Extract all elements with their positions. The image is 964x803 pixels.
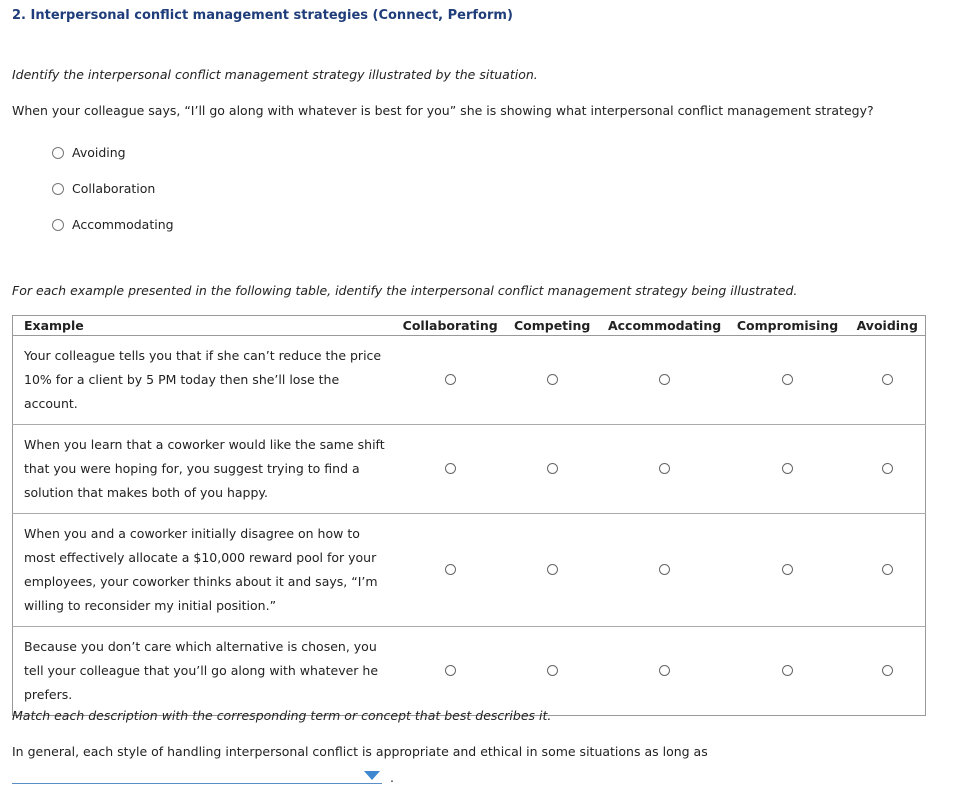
radio-row4-avoiding[interactable] bbox=[882, 665, 893, 676]
header-avoiding: Avoiding bbox=[850, 316, 926, 336]
radio-row3-competing[interactable] bbox=[547, 564, 558, 575]
radio-row1-compromising[interactable] bbox=[782, 374, 793, 385]
radio-row3-collaborating[interactable] bbox=[445, 564, 456, 575]
row4-compromising[interactable] bbox=[726, 627, 850, 716]
radio-row4-accommodating[interactable] bbox=[659, 665, 670, 676]
strategy-table bbox=[12, 315, 926, 716]
row3-competing[interactable] bbox=[501, 514, 604, 627]
radio-row2-accommodating[interactable] bbox=[659, 463, 670, 474]
radio-accommodating[interactable] bbox=[52, 219, 64, 231]
row3-accommodating[interactable] bbox=[604, 514, 726, 627]
radio-row1-accommodating[interactable] bbox=[659, 374, 670, 385]
section3-instruction: Match each description with the corresponding term or concept that best describes it. bbox=[12, 708, 552, 723]
answer-dropdown[interactable] bbox=[12, 767, 382, 784]
radio-avoiding[interactable] bbox=[52, 147, 64, 159]
radio-row2-competing[interactable] bbox=[547, 463, 558, 474]
radio-row2-collaborating[interactable] bbox=[445, 463, 456, 474]
row2-compromising[interactable] bbox=[726, 425, 850, 514]
header-example: Example bbox=[13, 316, 400, 336]
row4-accommodating[interactable] bbox=[604, 627, 726, 716]
section1-instruction: Identify the interpersonal conflict management strategy illustrated by the situation. bbox=[12, 67, 538, 82]
header-competing: Competing bbox=[501, 316, 604, 336]
row3-collaborating[interactable] bbox=[400, 514, 501, 627]
radio-row2-compromising[interactable] bbox=[782, 463, 793, 474]
row2-example: When you learn that a coworker would like the same shift that you were hoping for, you suggest trying to find a solution that makes both of you happy. bbox=[13, 425, 400, 514]
radio-row2-avoiding[interactable] bbox=[882, 463, 893, 474]
table-row bbox=[13, 425, 926, 514]
row4-collaborating[interactable] bbox=[400, 627, 501, 716]
radio-row3-avoiding[interactable] bbox=[882, 564, 893, 575]
row1-compromising[interactable] bbox=[726, 336, 850, 425]
header-compromising: Compromising bbox=[726, 316, 850, 336]
row2-avoiding[interactable] bbox=[850, 425, 926, 514]
row1-avoiding[interactable] bbox=[850, 336, 926, 425]
radio-row4-competing[interactable] bbox=[547, 665, 558, 676]
row3-compromising[interactable] bbox=[726, 514, 850, 627]
row1-example: Your colleague tells you that if she can’t reduce the price 10% for a client by 5 PM today then she’ll lose the account. bbox=[13, 336, 400, 425]
header-accommodating: Accommodating bbox=[604, 316, 726, 336]
option-accommodating-label: Accommodating bbox=[72, 217, 174, 232]
table-row bbox=[13, 514, 926, 627]
option-accommodating[interactable] bbox=[52, 217, 174, 232]
radio-row3-accommodating[interactable] bbox=[659, 564, 670, 575]
section3-statement: In general, each style of handling interpersonal conflict is appropriate and ethical in some situations as long as bbox=[12, 744, 708, 759]
row1-competing[interactable] bbox=[501, 336, 604, 425]
row3-avoiding[interactable] bbox=[850, 514, 926, 627]
header-collaborating: Collaborating bbox=[400, 316, 501, 336]
table-header-row bbox=[13, 316, 926, 336]
row3-example: When you and a coworker initially disagree on how to most effectively allocate a $10,000 reward pool for your employees, your coworker thinks about it and says, “I’m willing to reconsider my initial position.” bbox=[13, 514, 400, 627]
table-row bbox=[13, 627, 926, 716]
radio-row4-compromising[interactable] bbox=[782, 665, 793, 676]
chevron-down-icon[interactable] bbox=[364, 771, 380, 780]
row2-accommodating[interactable] bbox=[604, 425, 726, 514]
row1-collaborating[interactable] bbox=[400, 336, 501, 425]
radio-row1-collaborating[interactable] bbox=[445, 374, 456, 385]
table-row bbox=[13, 336, 926, 425]
option-avoiding[interactable] bbox=[52, 145, 126, 160]
row2-competing[interactable] bbox=[501, 425, 604, 514]
section2-instruction: For each example presented in the following table, identify the interpersonal conflict management strategy being illustrated. bbox=[12, 283, 798, 298]
row2-collaborating[interactable] bbox=[400, 425, 501, 514]
row4-avoiding[interactable] bbox=[850, 627, 926, 716]
row4-example: Because you don’t care which alternative is chosen, you tell your colleague that you’ll go along with whatever he prefers. bbox=[13, 627, 400, 716]
section1-question: When your colleague says, “I’ll go along with whatever is best for you” she is showing what interpersonal conflict management strategy? bbox=[12, 103, 874, 118]
radio-row1-competing[interactable] bbox=[547, 374, 558, 385]
row4-competing[interactable] bbox=[501, 627, 604, 716]
page-title: 2. Interpersonal conflict management strategies (Connect, Perform) bbox=[12, 8, 513, 23]
option-avoiding-label: Avoiding bbox=[72, 145, 126, 160]
radio-collaboration[interactable] bbox=[52, 183, 64, 195]
option-collaboration[interactable] bbox=[52, 181, 155, 196]
trailing-period: . bbox=[390, 770, 394, 785]
option-collaboration-label: Collaboration bbox=[72, 181, 156, 196]
row1-accommodating[interactable] bbox=[604, 336, 726, 425]
radio-row3-compromising[interactable] bbox=[782, 564, 793, 575]
radio-row4-collaborating[interactable] bbox=[445, 665, 456, 676]
radio-row1-avoiding[interactable] bbox=[882, 374, 893, 385]
